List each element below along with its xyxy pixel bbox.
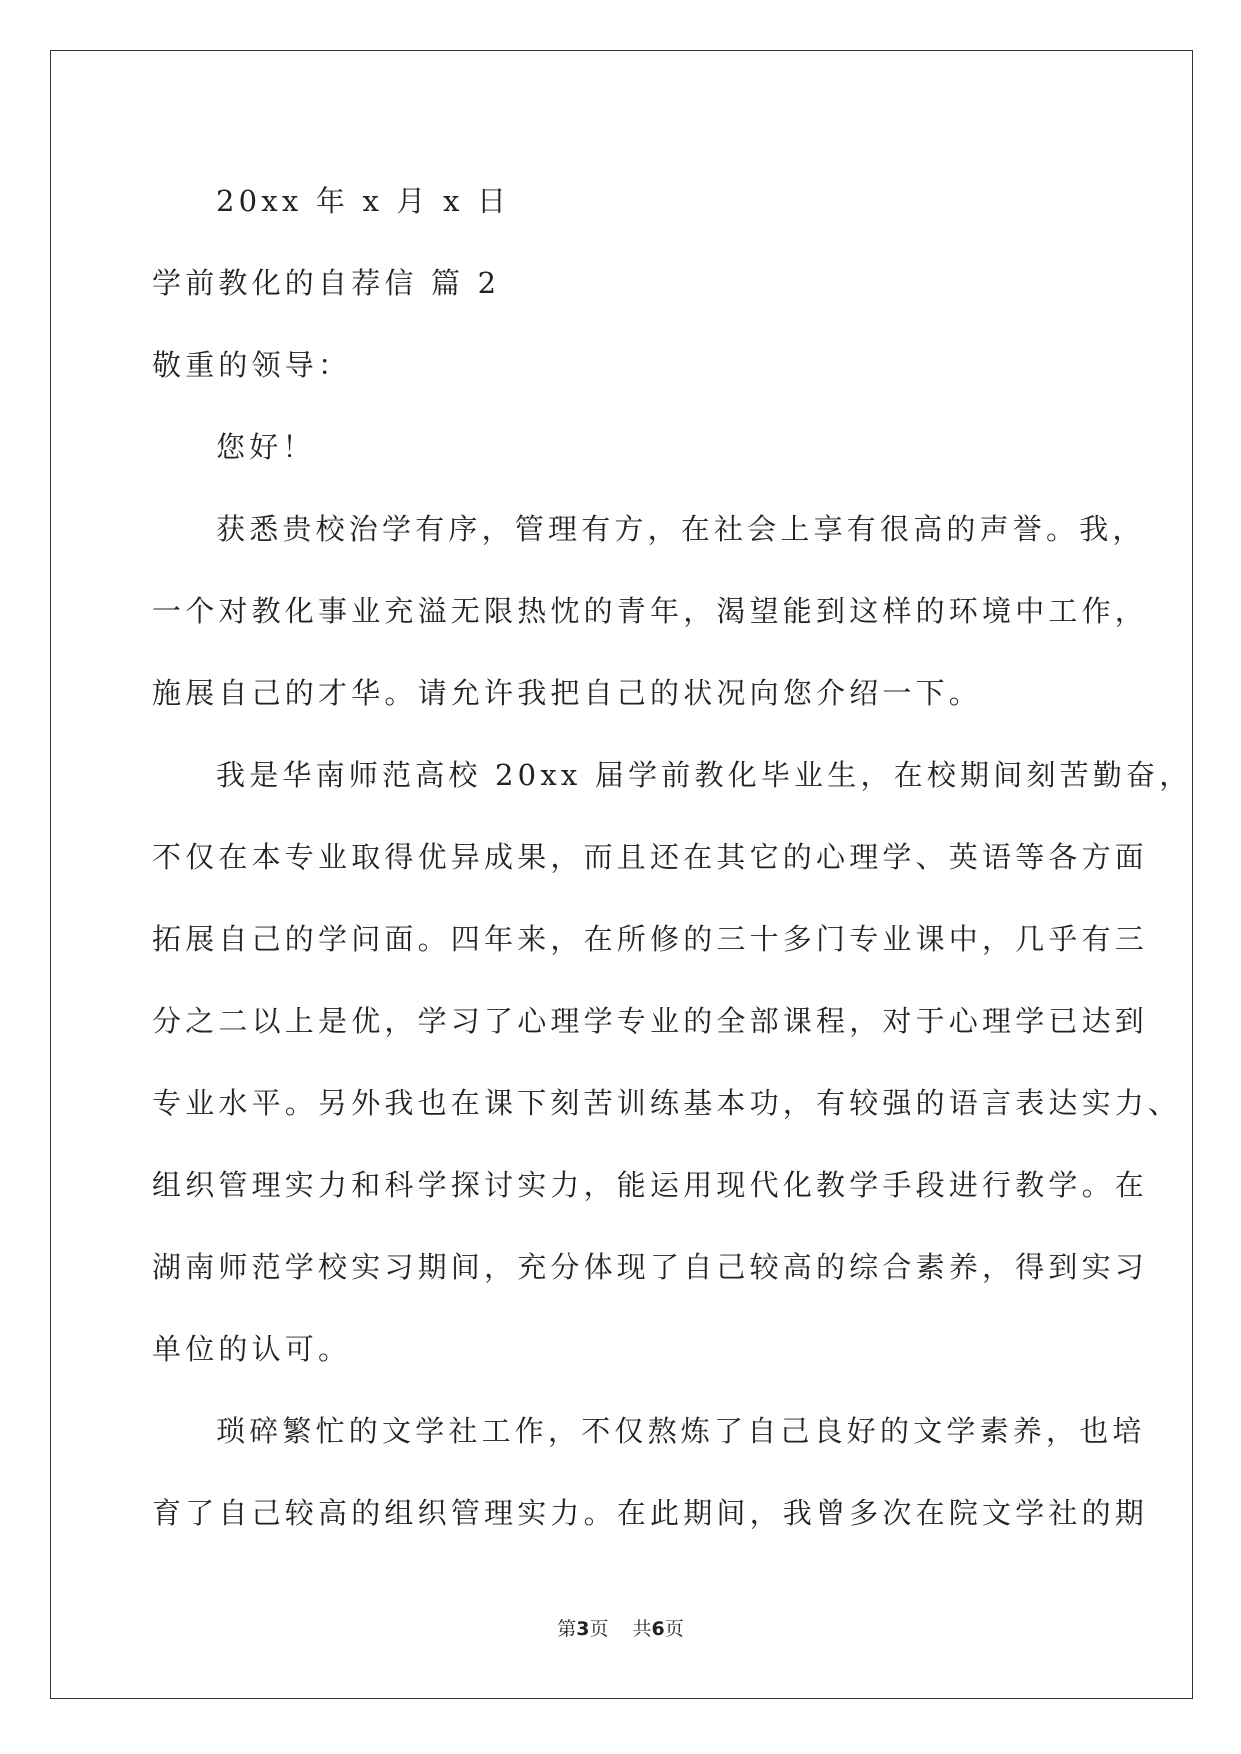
paragraph-line: 拓展自己的学问面。四年来，在所修的三十多门专业课中，几乎有三 xyxy=(152,922,1149,956)
total-prefix: 共 xyxy=(632,1618,652,1640)
paragraph-line: 我是华南师范高校 20xx 届学前教化毕业生，在校期间刻苦勤奋， xyxy=(216,758,1193,792)
current-page-number: 3 xyxy=(576,1618,590,1640)
paragraph-line: 施展自己的才华。请允许我把自己的状况向您介绍一下。 xyxy=(152,676,983,710)
paragraph-line: 琐碎繁忙的文学社工作，不仅熬炼了自己良好的文学素养，也培 xyxy=(216,1414,1146,1448)
paragraph-line: 分之二以上是优，学习了心理学专业的全部课程，对于心理学已达到 xyxy=(152,1004,1149,1038)
letter-date: 20xx 年 x 月 x 日 xyxy=(216,184,511,218)
paragraph-line: 获悉贵校治学有序，管理有方，在社会上享有很高的声誉。我， xyxy=(216,512,1146,546)
total-suffix: 页 xyxy=(664,1618,684,1640)
page-footer xyxy=(0,1614,1241,1641)
page-suffix: 页 xyxy=(589,1618,609,1640)
greeting: 您好！ xyxy=(216,430,316,464)
document-body xyxy=(152,160,1193,1554)
paragraph-line: 一个对教化事业充溢无限热忱的青年，渴望能到这样的环境中工作， xyxy=(152,594,1149,628)
paragraph-line: 不仅在本专业取得优异成果，而且还在其它的心理学、英语等各方面 xyxy=(152,840,1149,874)
paragraph-line: 育了自己较高的组织管理实力。在此期间，我曾多次在院文学社的期 xyxy=(152,1496,1149,1530)
paragraph-line: 组织管理实力和科学探讨实力，能运用现代化教学手段进行教学。在 xyxy=(152,1168,1149,1202)
paragraph-line: 湖南师范学校实习期间，充分体现了自己较高的综合素养，得到实习 xyxy=(152,1250,1149,1284)
section-heading: 学前教化的自荐信 篇 2 xyxy=(152,266,501,300)
paragraph-line: 专业水平。另外我也在课下刻苦训练基本功，有较强的语言表达实力、 xyxy=(152,1086,1182,1120)
page-prefix: 第 xyxy=(557,1618,577,1640)
salutation: 敬重的领导： xyxy=(152,348,352,382)
total-pages-number: 6 xyxy=(651,1618,665,1640)
paragraph-line: 单位的认可。 xyxy=(152,1332,352,1366)
